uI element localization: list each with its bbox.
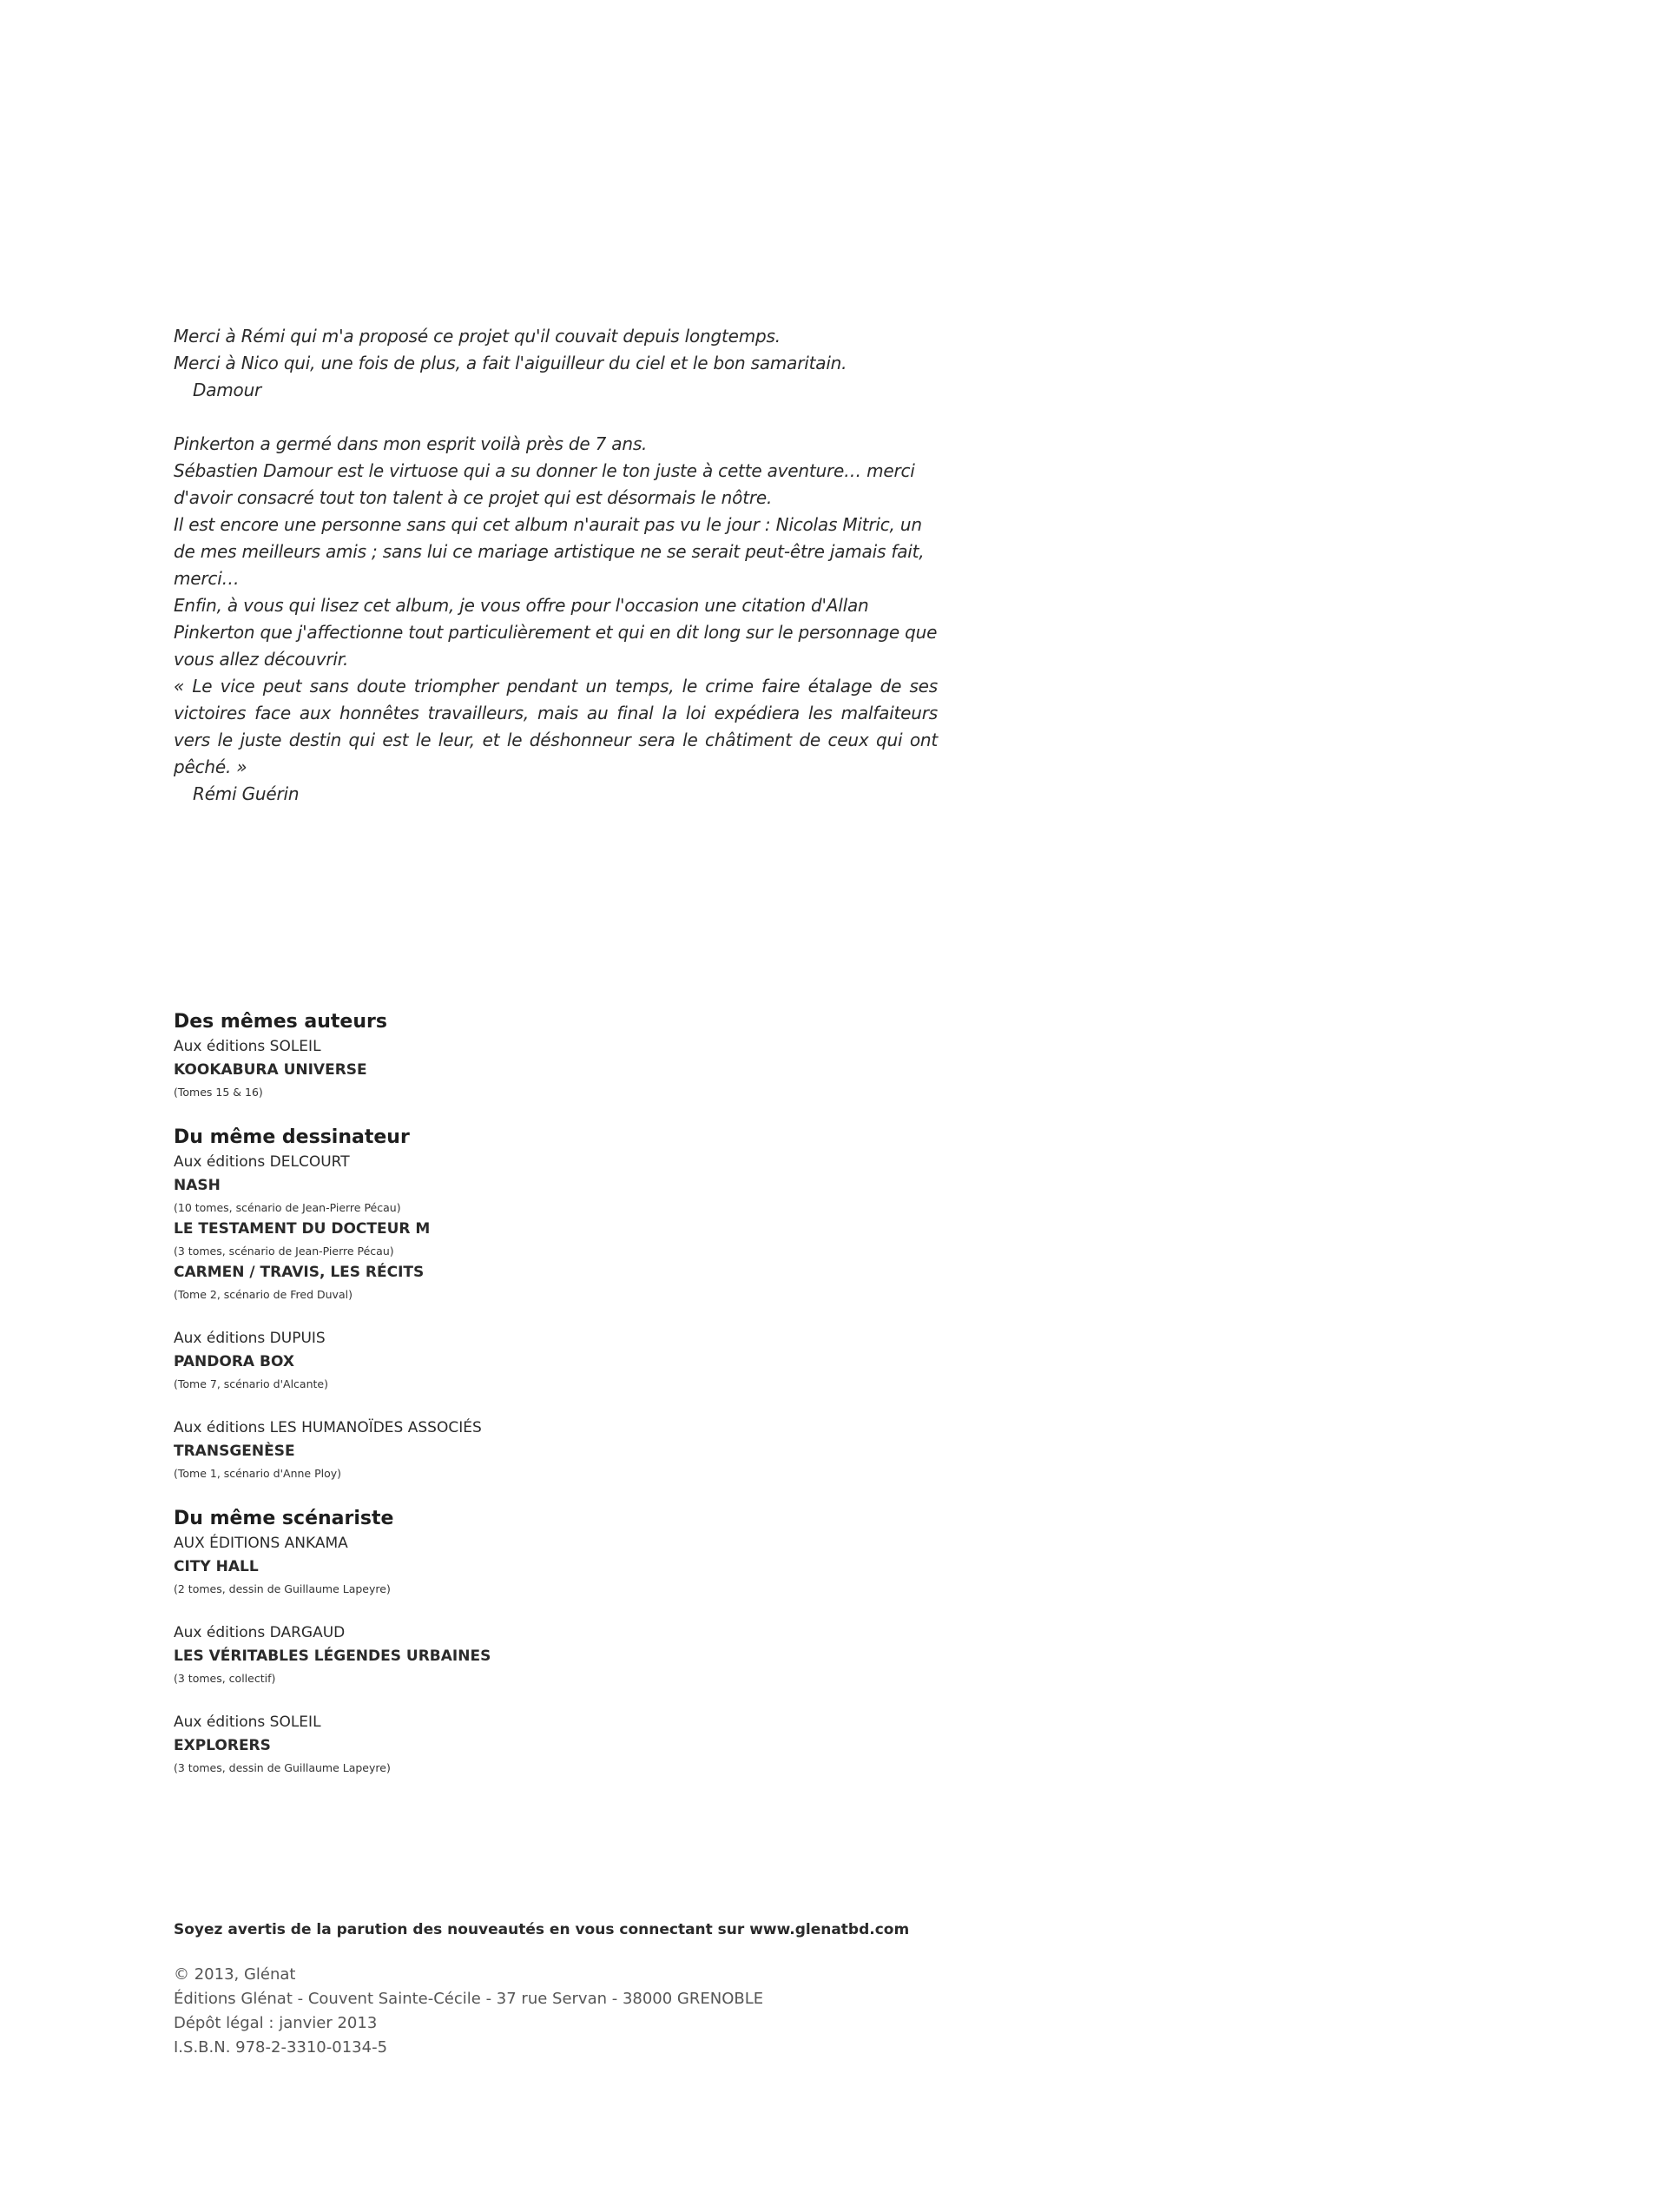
publisher-label: Aux éditions DUPUIS (174, 1330, 326, 1347)
legal-deposit: Dépôt légal : janvier 2013 (174, 2014, 378, 2032)
book-title: LE TESTAMENT DU DOCTEUR M (174, 1220, 431, 1238)
book-title: PANDORA BOX (174, 1353, 294, 1370)
book-note: (3 tomes, dessin de Guillaume Lapeyre) (174, 1761, 391, 1774)
section-same-authors (174, 1009, 955, 1102)
publisher-group-delcourt (174, 1151, 955, 1304)
publisher-label: AUX ÉDITIONS ANKAMA (174, 1535, 348, 1552)
guerin-paragraph-2: Sébastien Damour est le virtuose qui a su donner le ton juste à cette aventure… merci d'avoir consacré tout ton talent à ce projet qui est désormais le nôtre. (174, 460, 915, 508)
publisher-group-soleil (174, 1711, 955, 1778)
isbn: I.S.B.N. 978-2-3310-0134-5 (174, 2038, 388, 2057)
book-note: (3 tomes, scénario de Jean-Pierre Pécau) (174, 1245, 394, 1258)
book-note: (Tomes 15 & 16) (174, 1086, 263, 1099)
publisher-group-dupuis (174, 1327, 955, 1394)
section-same-writer (174, 1506, 955, 1778)
book-note: (Tome 2, scénario de Fred Duval) (174, 1288, 353, 1301)
section-title: Du même dessinateur (174, 1126, 410, 1148)
guerin-signature: Rémi Guérin (193, 783, 300, 804)
publisher-group-humanoides (174, 1416, 955, 1483)
damour-line-2: Merci à Nico qui, une fois de plus, a fait l'aiguilleur du ciel et le bon samaritain. (174, 353, 847, 373)
book-title: TRANSGENÈSE (174, 1443, 295, 1460)
damour-signature: Damour (193, 380, 262, 400)
colophon (174, 1918, 1216, 2060)
book-note: (Tome 7, scénario d'Alcante) (174, 1377, 328, 1390)
section-same-illustrator (174, 1125, 955, 1483)
pinkerton-quote: « Le vice peut sans doute triompher pendant un temps, le crime faire étalage de ses victoires face aux honnêtes travailleurs, mais au final la loi expédiera les malfaiteurs vers le juste destin qui est le leur, et le déshonneur sera le châtiment de ceux qui ont pêché. » (174, 676, 938, 777)
publisher-address: Éditions Glénat - Couvent Sainte-Cécile - 37 rue Servan - 38000 GRENOBLE (174, 1990, 764, 2008)
publisher-group-dargaud (174, 1621, 955, 1688)
publisher-group-ankama (174, 1532, 955, 1599)
bibliography (174, 1009, 955, 1800)
dedication-block (174, 323, 938, 808)
book-title: NASH (174, 1177, 221, 1194)
spacer (174, 404, 938, 431)
book-title: CITY HALL (174, 1558, 259, 1575)
legal-info (174, 1963, 1216, 2060)
book-note: (10 tomes, scénario de Jean-Pierre Pécau) (174, 1201, 401, 1214)
book-title: CARMEN / TRAVIS, LES RÉCITS (174, 1264, 425, 1281)
publisher-label: Aux éditions DELCOURT (174, 1153, 350, 1171)
guerin-paragraph-1: Pinkerton a germé dans mon esprit voilà près de 7 ans. (174, 433, 648, 454)
book-title: EXPLORERS (174, 1737, 271, 1754)
publisher-label: Aux éditions DARGAUD (174, 1624, 346, 1641)
guerin-paragraph-4: Enfin, à vous qui lisez cet album, je vous offre pour l'occasion une citation d'Allan Pinkerton que j'affectionne tout particulièrement et qui en dit long sur le personnage que vous allez découvrir. (174, 595, 938, 670)
book-title: KOOKABURA UNIVERSE (174, 1061, 367, 1079)
copyright-line: © 2013, Glénat (174, 1965, 296, 1984)
guerin-paragraph-3: Il est encore une personne sans qui cet album n'aurait pas vu le jour : Nicolas Mitric, un de mes meilleurs amis ; sans lui ce mariage artistique ne se serait peut-être jamais fait, merci… (174, 514, 925, 589)
publisher-label: Aux éditions SOLEIL (174, 1038, 321, 1055)
book-title: LES VÉRITABLES LÉGENDES URBAINES (174, 1647, 491, 1665)
publisher-label: Aux éditions LES HUMANOÏDES ASSOCIÉS (174, 1419, 482, 1436)
book-note: (2 tomes, dessin de Guillaume Lapeyre) (174, 1582, 391, 1595)
book-note: (Tome 1, scénario d'Anne Ploy) (174, 1467, 342, 1480)
section-title: Du même scénariste (174, 1508, 394, 1529)
website-notice: Soyez avertis de la parution des nouveautés en vous connectant sur www.glenatbd.com (174, 1921, 910, 1938)
book-note: (3 tomes, collectif) (174, 1672, 276, 1685)
damour-line-1: Merci à Rémi qui m'a proposé ce projet qu'il couvait depuis longtemps. (174, 326, 781, 347)
section-title: Des mêmes auteurs (174, 1011, 387, 1033)
publisher-label: Aux éditions SOLEIL (174, 1713, 321, 1731)
